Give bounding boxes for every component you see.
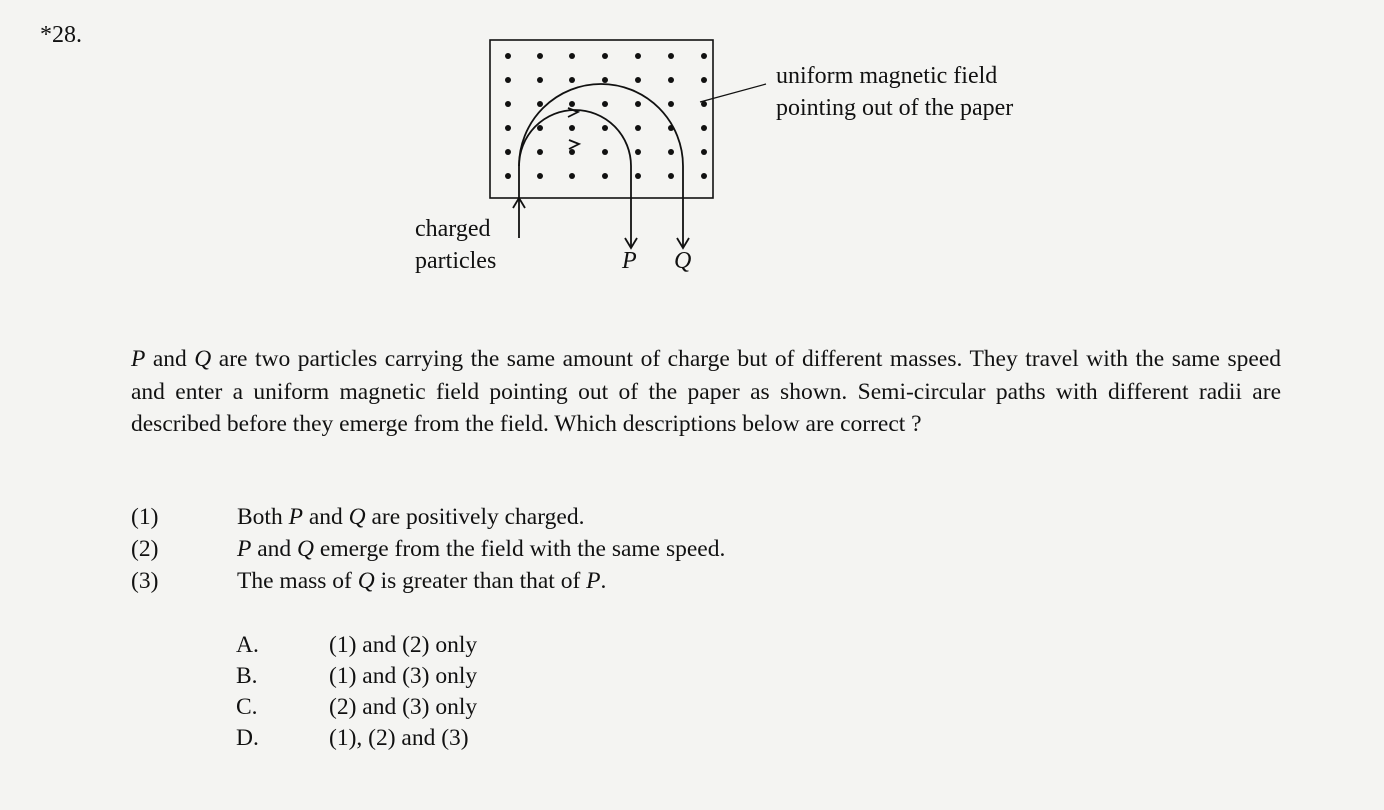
label-p: P	[622, 248, 637, 274]
field-label-leader	[700, 84, 766, 102]
field-dot	[635, 149, 641, 155]
field-dot	[569, 101, 575, 107]
field-label-line1: uniform magnetic field	[776, 63, 998, 89]
field-dot	[668, 101, 674, 107]
path-q	[519, 84, 683, 248]
field-dot	[701, 77, 707, 83]
field-dot	[635, 101, 641, 107]
field-dot	[602, 101, 608, 107]
field-dot	[668, 149, 674, 155]
question-number: *28.	[40, 22, 82, 48]
field-dot	[505, 77, 511, 83]
field-dot	[537, 77, 543, 83]
field-dot	[602, 53, 608, 59]
field-dot	[602, 77, 608, 83]
field-dot	[569, 125, 575, 131]
field-dot	[635, 173, 641, 179]
field-dot	[635, 77, 641, 83]
label-q: Q	[674, 248, 692, 274]
field-dot	[537, 53, 543, 59]
field-dot	[701, 53, 707, 59]
field-dot	[701, 173, 707, 179]
field-dot	[602, 125, 608, 131]
field-dot	[537, 125, 543, 131]
particles-label-line2: particles	[415, 248, 497, 274]
field-dot	[602, 173, 608, 179]
q-arc-arrowhead	[569, 140, 579, 149]
field-label-line2: pointing out of the paper	[776, 95, 1014, 121]
field-dot	[701, 149, 707, 155]
field-dot	[505, 53, 511, 59]
field-dot	[505, 173, 511, 179]
field-dot	[537, 149, 543, 155]
field-dot	[537, 101, 543, 107]
field-region-box	[490, 40, 713, 198]
magnetic-field-diagram	[0, 0, 1384, 300]
field-dot	[505, 101, 511, 107]
field-dot	[602, 149, 608, 155]
field-dot	[701, 125, 707, 131]
field-dot	[569, 149, 575, 155]
field-dot	[569, 77, 575, 83]
particles-label-line1: charged	[415, 216, 491, 242]
field-dot	[668, 53, 674, 59]
path-p	[519, 110, 631, 248]
field-dot	[505, 125, 511, 131]
field-dot	[537, 173, 543, 179]
field-dot	[635, 53, 641, 59]
field-dot	[668, 173, 674, 179]
field-dot	[635, 125, 641, 131]
field-dot	[569, 173, 575, 179]
question-stem: P and Q are two particles carrying the same amount of charge but of different masses. They travel with the same speed and enter a uniform magnetic field pointing out of the paper as shown. Semi-circular paths with different radii are described before they emerge from the field. Which descriptions below are correct ?	[131, 346, 1281, 437]
field-dot	[569, 53, 575, 59]
field-dot	[505, 149, 511, 155]
field-dot	[668, 77, 674, 83]
